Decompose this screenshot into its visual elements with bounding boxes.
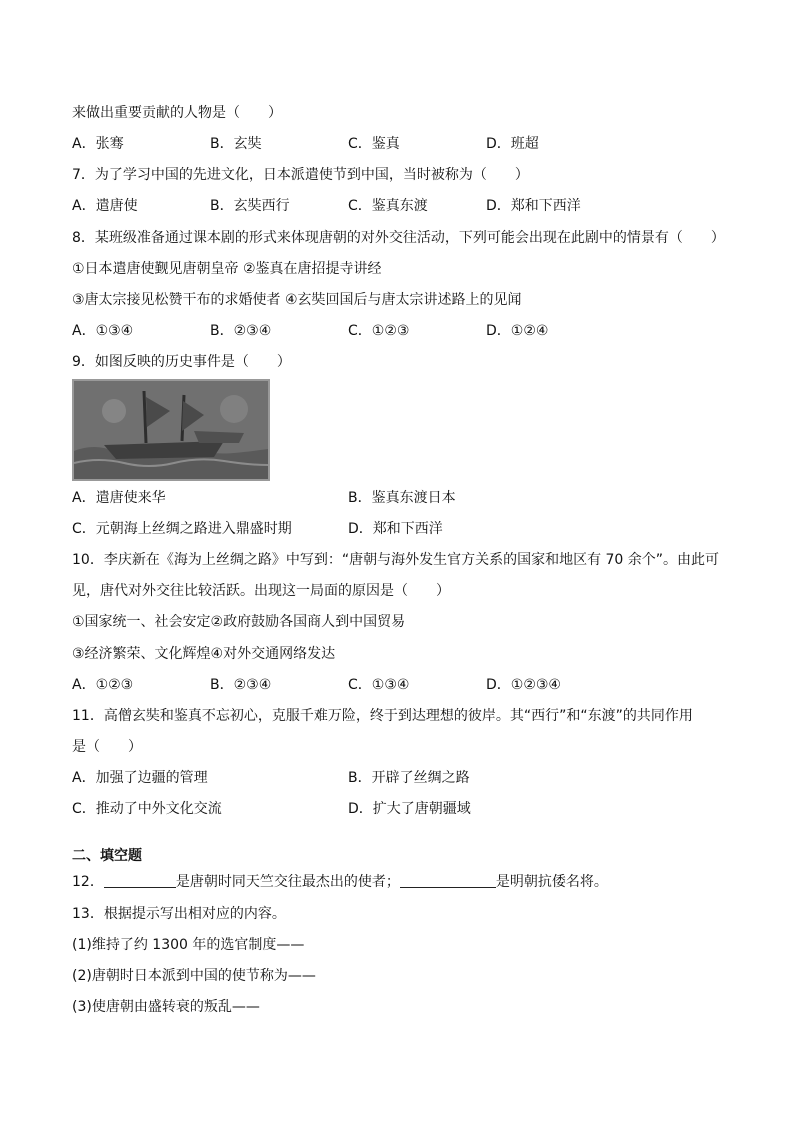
q10-option-b: B．②③④ — [210, 677, 272, 693]
q10-option-d: D．①②③④ — [486, 677, 561, 693]
ship-painting-illustration — [74, 381, 268, 479]
q8-items-line2: ③唐太宗接见松赞干布的求婚使者 ④玄奘回国后与唐太宗讲述路上的见闻 — [72, 292, 522, 308]
q11-option-d: D．扩大了唐朝疆域 — [348, 801, 471, 817]
q10-stem-line2: 见，唐代对外交往比较活跃。出现这一局面的原因是（ ） — [72, 583, 450, 599]
q13-stem: 13．根据提示写出相对应的内容。 — [72, 906, 286, 922]
q12-blank-2[interactable] — [400, 873, 496, 888]
q10-option-c: C．①③④ — [348, 677, 410, 693]
q8-option-d: D．①②④ — [486, 323, 549, 339]
q13-sub1: (1)维持了约 1300 年的选官制度—— — [72, 937, 305, 953]
q12-number: 12． — [72, 874, 104, 890]
ship-painting-image — [72, 379, 270, 481]
q7-option-c: C．鉴真东渡 — [348, 198, 428, 214]
q7-stem: 7．为了学习中国的先进文化，日本派遣使节到中国，当时被称为（ ） — [72, 167, 529, 183]
q10-stem-line1: 10．李庆新在《海为上丝绸之路》中写到：“唐朝与海外发生官方关系的国家和地区有 70 余个”。由此可 — [72, 552, 720, 568]
q8-option-c: C．①②③ — [348, 323, 410, 339]
section-title-fill-in: 二、填空题 — [72, 848, 142, 864]
q11-option-b: B．开辟了丝绸之路 — [348, 770, 470, 786]
q12-line — [72, 872, 608, 892]
q6-option-a: A．张骞 — [72, 136, 124, 152]
q9-option-c: C．元朝海上丝绸之路进入鼎盛时期 — [72, 521, 292, 537]
q13-sub3: (3)使唐朝由盛转衰的叛乱—— — [72, 999, 260, 1015]
q8-option-a: A．①③④ — [72, 323, 134, 339]
q6-option-c: C．鉴真 — [348, 136, 400, 152]
q8-option-b: B．②③④ — [210, 323, 272, 339]
q9-option-a: A．遣唐使来华 — [72, 490, 166, 506]
q10-items-line2: ③经济繁荣、文化辉煌④对外交通网络发达 — [72, 646, 336, 662]
q12-blank-1[interactable] — [104, 873, 176, 888]
q10-option-a: A．①②③ — [72, 677, 134, 693]
q11-stem-line1: 11．高僧玄奘和鉴真不忘初心，克服千难万险，终于到达理想的彼岸。其“西行”和“东渡”的共同作用 — [72, 708, 693, 724]
q12-part2: 是明朝抗倭名将。 — [495, 874, 608, 890]
q8-stem: 8．某班级准备通过课本剧的形式来体现唐朝的对外交往活动，下列可能会出现在此剧中的情景有（ ） — [72, 230, 725, 246]
q7-option-b: B．玄奘西行 — [210, 198, 290, 214]
q10-items-line1: ①国家统一、社会安定②政府鼓励各国商人到中国贸易 — [72, 614, 406, 630]
q9-option-b: B．鉴真东渡日本 — [348, 490, 456, 506]
q13-sub2: (2)唐朝时日本派到中国的使节称为—— — [72, 968, 316, 984]
q7-option-a: A．遣唐使 — [72, 198, 138, 214]
q6-option-d: D．班超 — [486, 136, 539, 152]
q11-option-c: C．推动了中外文化交流 — [72, 801, 222, 817]
q6-option-b: B．玄奘 — [210, 136, 262, 152]
q9-stem: 9．如图反映的历史事件是（ ） — [72, 354, 291, 370]
q8-items-line1: ①日本遣唐使觐见唐朝皇帝 ②鉴真在唐招提寺讲经 — [72, 261, 382, 277]
q11-stem-line2: 是（ ） — [72, 739, 142, 755]
q12-part1: 是唐朝时同天竺交往最杰出的使者； — [175, 874, 400, 890]
q11-option-a: A．加强了边疆的管理 — [72, 770, 208, 786]
q7-option-d: D．郑和下西洋 — [486, 198, 581, 214]
q9-option-d: D．郑和下西洋 — [348, 521, 443, 537]
q6-stem: 来做出重要贡献的人物是（ ） — [72, 105, 282, 121]
